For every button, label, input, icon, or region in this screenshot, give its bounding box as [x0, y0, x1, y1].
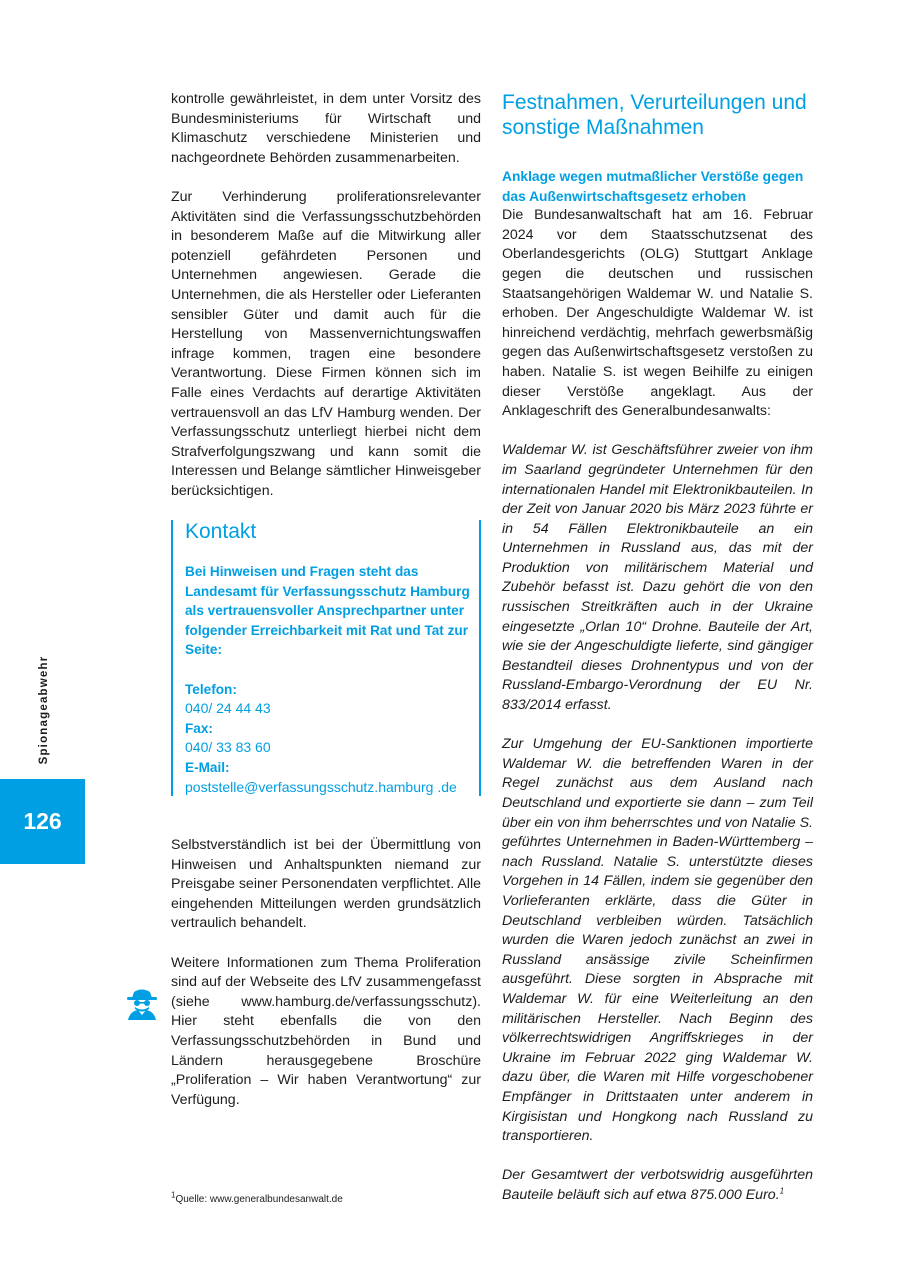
- email-label: E-Mail:: [185, 759, 230, 775]
- left-column: [171, 90, 481, 501]
- phone-label: Telefon:: [185, 681, 237, 697]
- left-column-lower: [171, 836, 481, 1110]
- footnote-reference: 1: [779, 1186, 785, 1196]
- left-paragraph-1: kontrolle gewährleistet, in dem unter Vorsitz des Bundesministeriums für Wirtschaft und Klimaschutz verschiedene Ministerien und nachgeordnete Behörden zusammenarbeiten.: [171, 91, 481, 166]
- section-title: Festnahmen, Verurteilungen und sonstige Maßnahmen: [502, 91, 807, 139]
- right-column: [502, 90, 813, 1205]
- left-paragraph-2: Zur Verhinderung proliferationsrelevanter Aktivitäten sind die Verfassungsschutzbehörden in besonderem Maße auf die Mitwirkung aller potenziell gefährdeten Personen und Unternehmen angewiesen. Gerade die Unternehmen, die als Hersteller oder Lieferanten sensibler Güter und damit auch für die Herstellung von Massenvernichtungswaffen infrage kommen, tragen eine besondere Verantwortung. Diese Firmen können sich im Falle eines Verdachts auf derartige Aktivitäten vertrauensvoll an das LfV Hamburg wenden. Der Verfassungsschutz unterliegt hierbei nicht dem Strafverfolgungszwang und kann somit die Interessen und Belange sämtlicher Hinweisgeber berücksichtigen.: [171, 188, 481, 499]
- article-subhead: Anklage wegen mutmaßlicher Verstöße gegen das Außenwirtschaftsgesetz erhoben: [502, 169, 804, 204]
- fax-label: Fax:: [185, 720, 213, 736]
- kontakt-box: [171, 520, 481, 796]
- quote-paragraph-3-text: Der Gesamtwert der verbotswidrig ausgeführten Bauteile beläuft sich auf etwa 875.000 Euro.: [502, 1167, 813, 1203]
- footnote-mark: 1: [171, 1190, 176, 1200]
- email-link[interactable]: poststelle@verfassungsschutz.hamburg .de: [185, 778, 457, 795]
- quote-paragraph-1: Waldemar W. ist Geschäftsführer zweier von ihm im Saarland gegründeter Unternehmen für den internationalen Handel mit Elektronikbauteilen. In der Zeit von Januar 2020 bis März 2023 führte er in 54 Fällen Elektronikbauteile an ein Unternehmen in Russland aus, das mit der Produktion von militärischem Material und Zubehör befasst ist. Dazu gehört die von den russischen Streitkräften auch in der Ukraine eingesetzte „Orlan 10“ Drohne. Bauteile der Art, wie sie der Angeschuldigte lieferte, sind gängiger Bestandteil dieses Drohnentypus und von der Russland-Embargo-Verordnung der EU Nr. 833/2014 erfasst.: [502, 442, 813, 714]
- footnote: [171, 1190, 343, 1205]
- spy-icon: [122, 982, 162, 1022]
- kontakt-intro: Bei Hinweisen und Fragen steht das Landesamt für Verfassungsschutz Hamburg als vertrauensvoller Ansprechpartner unter folgender Erreichbarkeit mit Rat und Tat zur Seite:: [185, 564, 470, 658]
- left-paragraph-3: Selbstverständlich ist bei der Übermittlung von Hinweisen und Anhaltspunkten niemand zur Preisgabe seiner Personendaten verpflichtet. Alle eingehenden Mitteilungen werden grundsätzlich vertraulich behandelt.: [171, 837, 481, 932]
- phone-number: 040/ 24 44 43: [185, 700, 271, 717]
- footnote-text: Quelle: www.generalbundesanwalt.de: [175, 1194, 343, 1205]
- quote-paragraph-2: Zur Umgehung der EU-Sanktionen importierte Waldemar W. die betreffenden Waren in der Regel zunächst aus dem Ausland nach Deutschland und exportierte sie dann – zum Teil über ein von ihm beherrschtes und von Natalie S. geführtes Unternehmen in Baden-Württemberg – nach Russland. Natalie S. unterstützte dieses Vorgehen in 14 Fällen, indem sie gegenüber den Vorlieferanten erklärte, dass die Güter in Deutschland verbleiben würden. Tatsächlich wurden die Waren jedoch zunächst an zwei in Russland ansässige zivile Scheinfirmen ausgeführt. Diese sorgten in Absprache mit Waldemar W. für eine Weiterleitung an den militärischen Hersteller. Nach Beginn des völkerrechtswidrigen Angriffskrieges in der Ukraine im Februar 2022 ging Waldemar W. dazu über, die Waren mit Hilfe vorgeschobener Empfänger in Drittstaaten unter anderem in Kirgisistan und Hongkong nach Russland zu transportieren.: [502, 736, 813, 1145]
- page-number: 126: [23, 808, 62, 834]
- kontakt-title: Kontakt: [185, 520, 257, 543]
- left-paragraph-4: Weitere Informationen zum Thema Proliferation sind auf der Webseite des LfV zusammengefasst (siehe www.hamburg.de/verfassungsschutz). Hier steht ebenfalls die von den Verfassungsschutzbehörden in Bund und Ländern herausgegebene Broschüre „Proliferation – Wir haben Verantwortung“ zur Verfügung.: [171, 954, 481, 1108]
- section-label: Spionageabwehr: [38, 655, 50, 765]
- quote-paragraph-3: [502, 1166, 813, 1205]
- page-number-tab: [0, 779, 85, 864]
- right-paragraph-1: Die Bundesanwaltschaft hat am 16. Februar 2024 vor dem Staatsschutzsenat des Oberlandesgerichts (OLG) Stuttgart Anklage gegen die deutschen und russischen Staatsangehörigen Waldemar W. und Natalie S. erhoben. Der Angeschuldigte Waldemar W. ist hinreichend verdächtig, mehrfach gewerbsmäßig gegen das Außenwirtschaftsgesetz verstoßen zu haben. Natalie S. ist wegen Beihilfe zu einigen dieser Verstöße angeklagt. Aus der Anklageschrift des Generalbundesanwalts:: [502, 207, 813, 420]
- fax-number: 040/ 33 83 60: [185, 739, 271, 756]
